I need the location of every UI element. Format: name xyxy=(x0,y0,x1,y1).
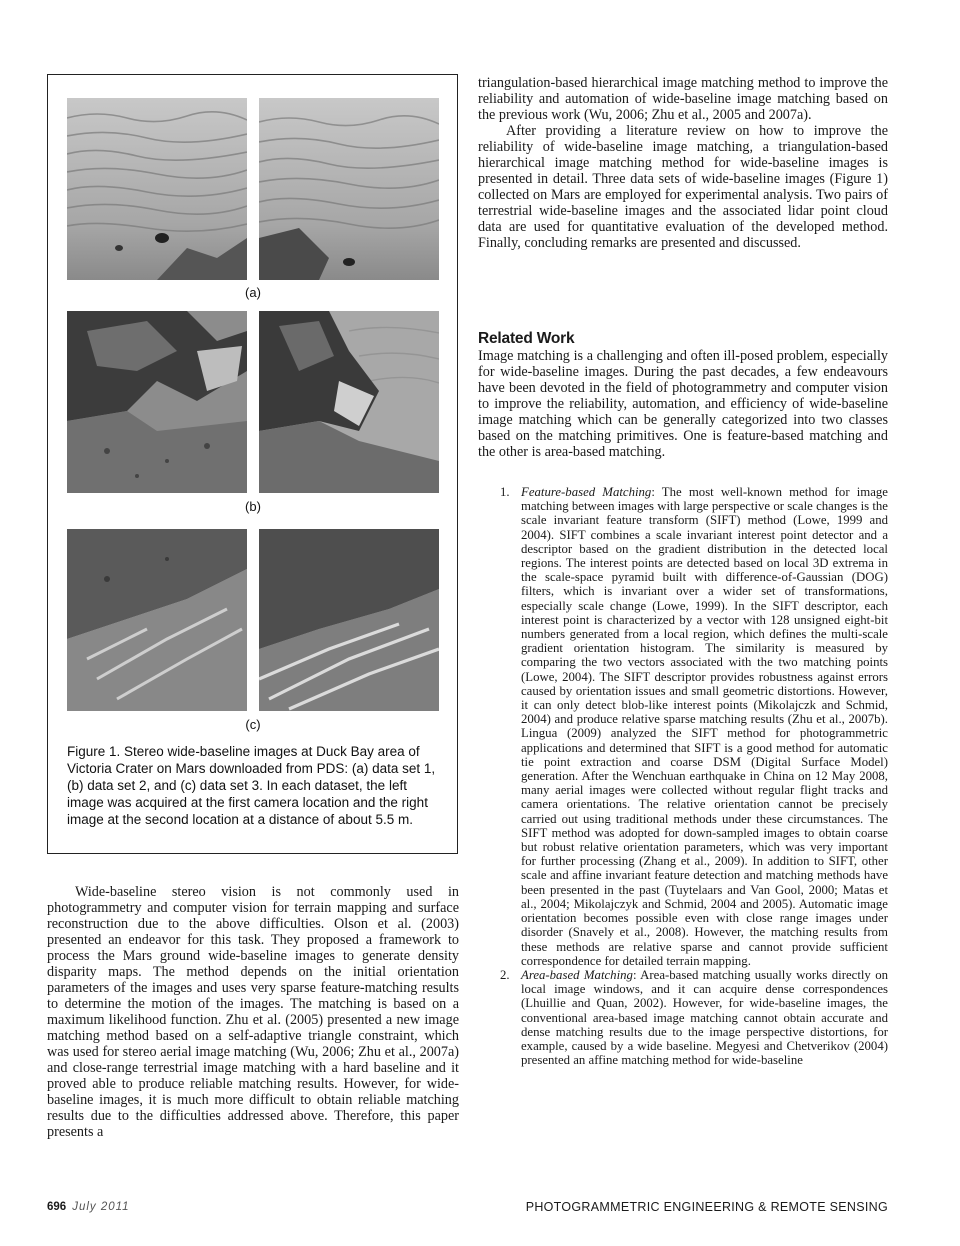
section-heading: Related Work xyxy=(478,330,575,347)
list-number: 2. xyxy=(500,967,510,982)
list-item xyxy=(500,485,888,968)
journal-name: PHOTOGRAMMETRIC ENGINEERING & REMOTE SENSING xyxy=(525,1200,888,1214)
photo-c-right xyxy=(259,529,439,711)
photo-a-right xyxy=(259,98,439,280)
page-footer-left xyxy=(47,1201,130,1213)
list-item-text: : Area-based matching usually works directly on local image windows, and it can acquire dense correspondences (Lhuillie and Quan, 2002). However, for wide-baseline images, the conventional area-based image matching cannot obtain accurate and dense matching results due to the image perspective distortions, for example, caused by a wide baseline. Megyesi and Chetverikov (2004) presented an affine matching method for wide-baseline xyxy=(521,967,888,1068)
list-item-text: : The most well-known method for image matching between images with large perspective or scale changes is the scale invariant feature transform (SIFT) method (Lowe, 1999 and 2004). SIFT combines a scale invariant interest point detector and a descriptor based on the gradient distribution in the detected local regions. The interest points are detected based on local 3D extrema in the scale-space pyramid built with difference-of-Gaussian (DOG) filters, which is invariant over a wider set of transformations, especially scale change (Lowe, 1999). In the SIFT descriptor, each interest point is characterized by a vector with 128 unsigned eight-bit numbers generated from a local region, which defines the multi-scale gradient orientation histogram. The similarity is measured by comparing the two vectors associated with the two matching points (Lowe, 2004). The SIFT descriptor provides robustness against errors caused by orientation issues and small geometric distortions. However, it can only detect blob-like interest points (Mikolajczk and Schmid, 2004) and produce relative sparse matching results (Zhu et al., 2007b). Lingua (2009) analyzed the SIFT method for photogrammetric applications and determined that SIFT is a good method for automatic tie point extraction and coarse DSM (Digital Surface Model) generation. After the Wenchuan earthquake in China on 12 May 2008, many aerial images were collected without regular flight tracks and camera orientations. The relative orientation cannot be precisely carried out using traditional methods under these circumstances. The SIFT method was adopted for down-sampled images to obtain coarse but robust relative orientation parameters, which was very important for further processing (Zhang et al., 2009). In addition to SIFT, other scale and affine invariant feature detection and matching methods have been presented in the past (Tuytelaars and Van Gool, 2000; Matas et al., 2004; Mikolajczyk and Schmid, 2004 and 2005). Automatic image orientation becomes possible even with close range images under disorder (Snavely et al., 2008). However, the matching results from these methods are relative sparse and cannot provide sufficient correspondence for detailed terrain mapping. xyxy=(521,485,888,968)
issue-date: July 2011 xyxy=(72,1201,130,1213)
photo-c-left xyxy=(67,529,247,711)
list-item-title: Area-based Matching xyxy=(521,967,633,982)
list-number: 1. xyxy=(500,485,510,499)
paragraph: Image matching is a challenging and often ill-posed problem, especially for wide-baseline images. During the past decades, a few endeavours have been devoted in the field of photogrammetry and computer vision to improve the reliability, automation, and efficiency of wide-baseline image matching which can be generally categorized into two classes based on the matching primitives. One is feature-based matching and the other is area-based matching. xyxy=(478,348,888,460)
left-column-text xyxy=(47,884,459,1140)
page-number: 696 xyxy=(47,1201,67,1213)
list-item xyxy=(500,968,888,1067)
matching-methods-list xyxy=(500,485,888,1067)
panel-label-c: (c) xyxy=(245,717,261,732)
figure-1 xyxy=(47,74,458,854)
photo-a-left xyxy=(67,98,247,280)
panel-label-b: (b) xyxy=(245,499,261,514)
panel-label-a: (a) xyxy=(245,285,261,300)
paragraph: Wide-baseline stereo vision is not commonly used in photogrammetry and computer vision for terrain mapping and surface reconstruction due to the above difficulties. Olson et al. (2003) presented an endeavor for this task. They proposed a framework to process the Mars ground wide-baseline images to generate density disparity maps. The method depends on the initial orientation parameters of the images and uses very sparse feature-matching results to determine the motion of the images. The matching is based on a maximum likelihood function. Zhu et al. (2005) presented a new image matching method based on a self-adaptive triangle constraint, which was used for stereo aerial image matching (Wu, 2006; Zhu et al., 2007a) and close-range terrestrial image matching with a hard baseline and it proved able to produce reliable matching results. However, for wide-baseline images, it is much more difficult to obtain reliable matching results due to the difficulties addressed above. Therefore, this paper presents a xyxy=(47,884,459,1140)
paragraph: After providing a literature review on how to improve the reliability of wide-baseline image matching, a triangulation-based hierarchical image matching method for wide-baseline images is presented in detail. Three data sets of wide-baseline images (Figure 1) collected on Mars are employed for experimental analysis. Two pairs of terrestrial wide-baseline images and the associated lidar point cloud data are used for quantitative evaluation of the developed method. Finally, concluding remarks are presented and discussed. xyxy=(478,123,888,251)
related-work-text xyxy=(478,348,888,460)
photo-b-left xyxy=(67,311,247,493)
right-column-intro xyxy=(478,75,888,251)
paragraph: triangulation-based hierarchical image matching method to improve the reliability and automation of wide-baseline image matching based on the previous work (Wu, 2006; Zhu et al., 2005 and 2007a). xyxy=(478,75,888,123)
photo-b-right xyxy=(259,311,439,493)
list-item-title: Feature-based Matching xyxy=(521,485,652,499)
figure-caption: Figure 1. Stereo wide-baseline images at Duck Bay area of Victoria Crater on Mars downloaded from PDS: (a) data set 1, (b) data set 2, and (c) data set 3. In each dataset, the left image was acquired at the first camera location and the right image at the second location at a distance of about 5.5 m. xyxy=(67,744,436,827)
